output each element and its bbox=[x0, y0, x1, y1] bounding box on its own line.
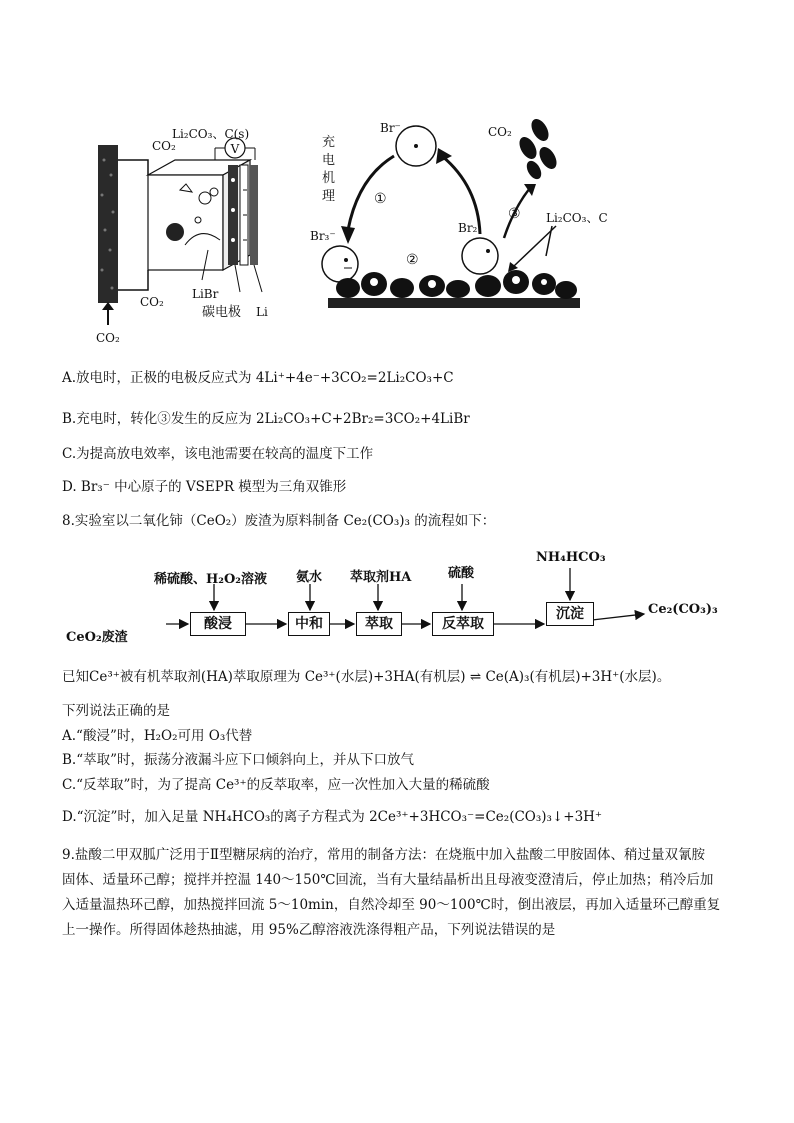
flow-step-precipitate: 沉淀 bbox=[546, 602, 594, 626]
flow-step-extract: 萃取 bbox=[356, 612, 402, 636]
q7-option-b: B.充电时，转化③发生的反应为 2Li₂CO₃+C+2Br₂=3CO₂+4LiBr bbox=[62, 411, 470, 427]
q8-question: 下列说法正确的是 bbox=[62, 703, 170, 719]
voltmeter-label: V bbox=[230, 142, 240, 156]
q9-line-3: 入适量温热环己醇，加热搅拌回流 5～10min，自然冷却至 90～100℃时，倒出液层，再加入适量环己醇重复 bbox=[62, 897, 721, 913]
mechanism-char-3: 机 bbox=[322, 171, 336, 186]
li2co3-label: Li₂CO₃、C(s) bbox=[172, 127, 250, 141]
flow-step-back-extract: 反萃取 bbox=[432, 612, 494, 636]
br2-label: Br₂ bbox=[458, 221, 478, 235]
q9-line-1: 9.盐酸二甲双胍广泛用于Ⅱ型糖尿病的治疗，常用的制备方法：在烧瓶中加入盐酸二甲胺固体、稍过量双氰胺 bbox=[62, 847, 706, 863]
br3-minus-label: Br₃⁻ bbox=[310, 229, 336, 243]
mechanism-char-2: 电 bbox=[322, 153, 336, 168]
q8-option-b: B.“萃取”时，振荡分液漏斗应下口倾斜向上，并从下口放气 bbox=[62, 752, 415, 768]
flow-step-neutralize: 中和 bbox=[288, 612, 330, 636]
flow-start-label: CeO₂废渣 bbox=[66, 630, 128, 645]
flow-step-acid-leach: 酸浸 bbox=[190, 612, 246, 636]
mechanism-char-1: 充 bbox=[322, 135, 336, 150]
step3-label: ③ bbox=[508, 206, 521, 222]
process-flowchart bbox=[66, 544, 746, 654]
battery-diagram bbox=[80, 120, 290, 350]
q7-option-d: D. Br₃⁻ 中心原子的 VSEPR 模型为三角双锥形 bbox=[62, 479, 347, 495]
q9-line-4: 上一操作。所得固体趁热抽滤，用 95%乙醇溶液洗涤得粗产品，下列说法错误的是 bbox=[62, 922, 556, 938]
flow-reagent-2: 氨水 bbox=[296, 570, 323, 585]
li2co3-c-label: Li₂CO₃、C bbox=[546, 211, 608, 225]
q8-option-d: D.“沉淀”时，加入足量 NH₄HCO₃的离子方程式为 2Ce³⁺+3HCO₃⁻=Ce₂(CO₃)₃↓+3H⁺ bbox=[62, 809, 603, 825]
co2-inlet-label: CO₂ bbox=[96, 331, 120, 345]
step2-label: ② bbox=[406, 252, 419, 268]
flow-reagent-1: 稀硫酸、H₂O₂溶液 bbox=[154, 572, 267, 587]
libr-label: LiBr bbox=[192, 287, 219, 301]
co2-bottom-label: CO₂ bbox=[140, 295, 164, 309]
q8-option-c: C.“反萃取”时，为了提高 Ce³⁺的反萃取率，应一次性加入大量的稀硫酸 bbox=[62, 777, 490, 793]
li-label: Li bbox=[256, 305, 268, 319]
flow-product-label: Ce₂(CO₃)₃ bbox=[648, 602, 718, 617]
flow-reagent-5: NH₄HCO₃ bbox=[536, 550, 606, 565]
flow-reagent-3: 萃取剂HA bbox=[350, 570, 412, 585]
charging-mechanism-diagram bbox=[308, 108, 628, 328]
carbon-electrode-label: 碳电极 bbox=[202, 305, 242, 320]
br-minus-label: Br⁻ bbox=[380, 121, 401, 135]
co2-top-label: CO₂ bbox=[152, 139, 176, 153]
mechanism-char-4: 理 bbox=[322, 189, 336, 204]
step1-label: ① bbox=[374, 191, 387, 207]
q8-known: 已知Ce³⁺被有机萃取剂(HA)萃取原理为 Ce³⁺(水层)+3HA(有机层) ⇌ Ce(A)₃(有机层)+3H⁺(水层)。 bbox=[62, 669, 671, 685]
q8-stem: 8.实验室以二氧化铈（CeO₂）废渣为原料制备 Ce₂(CO₃)₃ 的流程如下： bbox=[62, 513, 496, 529]
q9-line-2: 固体、适量环己醇；搅拌并控温 140～150℃回流，当有大量结晶析出且母液变澄清后，停止加热；稍冷后加 bbox=[62, 872, 714, 888]
flow-arrows bbox=[66, 544, 746, 654]
gas-diffusion-column bbox=[98, 145, 118, 303]
flow-reagent-4: 硫酸 bbox=[448, 566, 475, 581]
q7-option-c: C.为提高放电效率，该电池需要在较高的温度下工作 bbox=[62, 446, 374, 462]
q7-option-a: A.放电时，正极的电极反应式为 4Li⁺+4e⁻+3CO₂=2Li₂CO₃+C bbox=[62, 370, 454, 386]
q8-option-a: A.“酸浸”时，H₂O₂可用 O₃代替 bbox=[62, 728, 253, 744]
co2-label: CO₂ bbox=[488, 125, 512, 139]
q9-stem bbox=[62, 843, 730, 943]
